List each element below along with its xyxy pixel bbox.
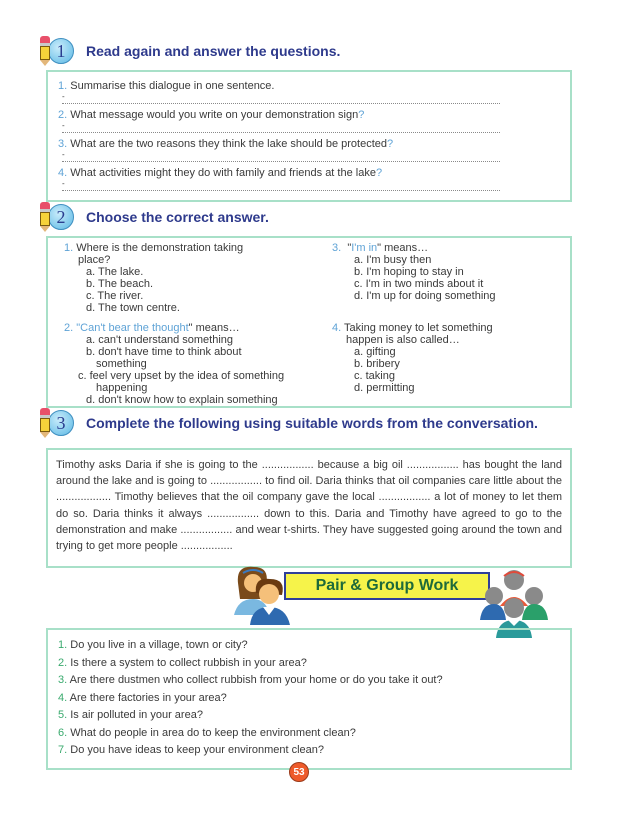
option[interactable]: d. don't know how to explain something (86, 394, 278, 406)
option[interactable]: a. The lake. (86, 266, 144, 278)
option[interactable]: a. can't understand something (86, 334, 234, 346)
section-title: Read again and answer the questions. (86, 43, 341, 59)
option[interactable]: b. The beach. (86, 278, 154, 290)
option[interactable]: d. I'm up for doing something (354, 290, 496, 302)
answer-line[interactable]: - (62, 93, 500, 104)
option[interactable]: c. taking (354, 370, 395, 382)
option[interactable]: c. I'm in two minds about it (354, 278, 484, 290)
section-2-header (38, 200, 269, 234)
list-item: 2. Is there a system to collect rubbish in your area? (58, 656, 307, 669)
option[interactable]: b. I'm hoping to stay in (354, 266, 464, 278)
pencil-icon (38, 202, 52, 232)
question-item: 1. Summarise this dialogue in one sentence. (58, 80, 275, 92)
question-item: 4. What activities might they do with family and friends at the lake? (58, 167, 383, 179)
discussion-list (58, 637, 570, 760)
question-list (58, 80, 570, 191)
answer-line[interactable]: - (62, 180, 500, 191)
list-item: 7. Do you have ideas to keep your environment clean? (58, 744, 325, 756)
page-number-badge: 53 (289, 762, 309, 782)
section-3-header (38, 406, 538, 440)
pencil-icon (38, 36, 52, 66)
section-title: Complete the following using suitable words from the conversation. (86, 415, 538, 431)
pair-group-work-banner: Pair & Group Work (284, 572, 490, 600)
fill-in-paragraph[interactable]: Timothy asks Daria if she is going to the ................. because a big oil ................. has bought the land around the lake and is going to ................. to find oil. Daria thinks that oil companies care little about the .................. Timothy believes that the oil company gave the local ................. a lot of money to let them do so. Daria thinks it always ................. down to this. Daria and Timothy have agreed to go to the demonstration and make ................. and wear t-shirts. They have suggested going around the town and trying to get more people ................. (56, 459, 562, 553)
section-1-header (38, 34, 340, 68)
mcq-4: 4. Taking money to let something happen is also called… a. gifting b. bribery c. taking d. permitting (332, 322, 493, 394)
option[interactable]: a. I'm busy then (354, 254, 432, 266)
option[interactable]: d. The town centre. (86, 302, 180, 314)
option[interactable]: a. gifting (354, 346, 396, 358)
answer-line[interactable]: - (62, 151, 500, 162)
section-number-badge: 1 (48, 38, 74, 64)
pair-group-box (46, 628, 572, 770)
mcq-1: 1. Where is the demonstration taking place? a. The lake. b. The beach. c. The river. d. The town centre. (64, 242, 244, 314)
section-2-box (46, 236, 572, 408)
option[interactable]: c. The river. (86, 290, 144, 302)
option[interactable]: b. bribery (354, 358, 400, 370)
list-item: 5. Is air polluted in your area? (58, 709, 203, 721)
list-item: 1. Do you live in a village, town or city? (58, 639, 248, 651)
question-item: 3. What are the two reasons they think the lake should be protected? (58, 138, 394, 150)
option[interactable]: d. permitting (354, 382, 415, 394)
section-number-badge: 2 (48, 204, 74, 230)
pencil-icon (38, 408, 52, 438)
question-item: 2. What message would you write on your demonstration sign? (58, 109, 365, 121)
section-title: Choose the correct answer. (86, 209, 269, 225)
mcq-3: 3. "I'm in" means… a. I'm busy then b. I'm hoping to stay in c. I'm in two minds about it d. I'm up for doing something (332, 242, 496, 302)
section-3-box (46, 448, 572, 568)
list-item: 6. What do people in area do to keep the environment clean? (58, 726, 356, 739)
mcq-2: 2. "Can't bear the thought" means… a. can't understand something b. don't have time to think about something c. feel very upset by the idea of something happening d. don't know how to explain something (64, 322, 285, 406)
section-number-badge: 3 (48, 410, 74, 436)
answer-line[interactable]: - (62, 122, 500, 133)
option[interactable]: b. don't have time to think about (86, 346, 242, 358)
list-item: 4. Are there factories in your area? (58, 691, 227, 704)
option[interactable]: c. feel very upset by the idea of something (78, 370, 285, 382)
section-1-box (46, 70, 572, 202)
list-item: 3. Are there dustmen who collect rubbish from your home or do you take it out? (58, 674, 443, 686)
